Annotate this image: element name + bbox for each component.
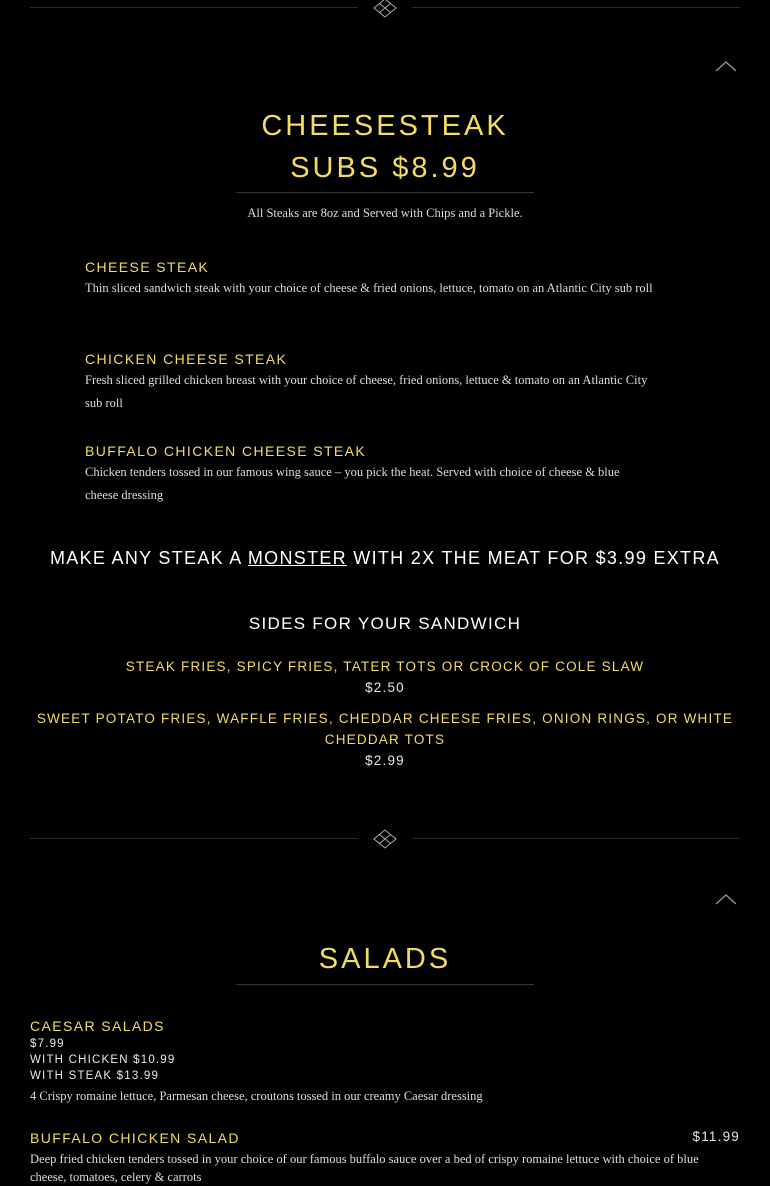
menu-item-cheese-steak	[85, 258, 655, 300]
menu-item-name: CHICKEN CHEESE STEAK	[85, 351, 288, 367]
side-item	[20, 708, 750, 771]
monster-promo	[0, 548, 770, 569]
title-rule	[236, 984, 534, 985]
section-title-line1: CHEESESTEAK	[261, 110, 509, 142]
salad-desc: Deep fried chicken tenders tossed in your choice of our famous buffalo sauce over a bed of crispy romaine lettuce with choice of blue cheese, tomatoes, celery & carrots	[30, 1152, 699, 1184]
menu-item-name: BUFFALO CHICKEN CHEESE STEAK	[85, 443, 367, 459]
menu-item-buffalo-chicken-salad	[30, 1129, 740, 1186]
promo-text-before: MAKE ANY STEAK A	[50, 548, 248, 568]
section-title-cheesesteak	[0, 105, 770, 189]
diamond-icon	[372, 829, 398, 849]
side-item-price: $2.99	[365, 753, 405, 768]
salad-price: $11.99	[692, 1129, 740, 1144]
section-divider	[30, 829, 740, 849]
side-item-name: STEAK FRIES, SPICY FRIES, TATER TOTS OR CROCK OF COLE SLAW	[125, 659, 645, 674]
salad-desc: 4 Crispy romaine lettuce, Parmesan cheese, croutons tossed in our creamy Caesar dressing	[30, 1089, 483, 1103]
diamond-icon	[372, 0, 398, 18]
menu-item-desc: Chicken tenders tossed in our famous wing sauce – you pick the heat. Served with choice of cheese & blue cheese dressing	[85, 465, 620, 502]
salad-price: $7.99	[30, 1038, 65, 1050]
salad-name: BUFFALO CHICKEN SALAD	[30, 1130, 240, 1146]
menu-item-chicken-cheese-steak	[85, 350, 655, 415]
menu-item-desc: Fresh sliced grilled chicken breast with your choice of cheese, fried onions, lettuce & tomato on an Atlantic City sub roll	[85, 373, 648, 410]
section-title-line2: SUBS $8.99	[290, 152, 480, 184]
promo-text-after: WITH 2X THE MEAT FOR $3.99 EXTRA	[346, 548, 720, 568]
menu-item-name: CHEESE STEAK	[85, 259, 210, 275]
side-item	[20, 656, 750, 698]
side-item-name: SWEET POTATO FRIES, WAFFLE FRIES, CHEDDAR CHEESE FRIES, ONION RINGS, OR WHITE CHEDDAR TOTS	[36, 711, 734, 747]
section-subtitle: All Steaks are 8oz and Served with Chips and a Pickle.	[247, 206, 523, 220]
chevron-up-icon[interactable]	[712, 891, 740, 907]
salad-name: CAESAR SALADS	[30, 1018, 165, 1034]
salad-price-steak: WITH STEAK $13.99	[30, 1070, 160, 1082]
menu-item-caesar-salads	[30, 1017, 740, 1105]
menu-item-buffalo-chicken-cheese-steak	[85, 442, 655, 507]
title-rule	[236, 192, 534, 193]
salad-price-chicken: WITH CHICKEN $10.99	[30, 1054, 176, 1066]
section-title-salads: SALADS	[318, 943, 452, 975]
section-divider	[30, 0, 740, 18]
sides-title: SIDES FOR YOUR SANDWICH	[248, 614, 522, 633]
side-item-price: $2.50	[365, 680, 405, 695]
menu-item-desc: Thin sliced sandwich steak with your choice of cheese & fried onions, lettuce, tomato on an Atlantic City sub roll	[85, 281, 653, 295]
chevron-up-icon[interactable]	[712, 58, 740, 74]
monster-link[interactable]: MONSTER	[247, 548, 347, 568]
